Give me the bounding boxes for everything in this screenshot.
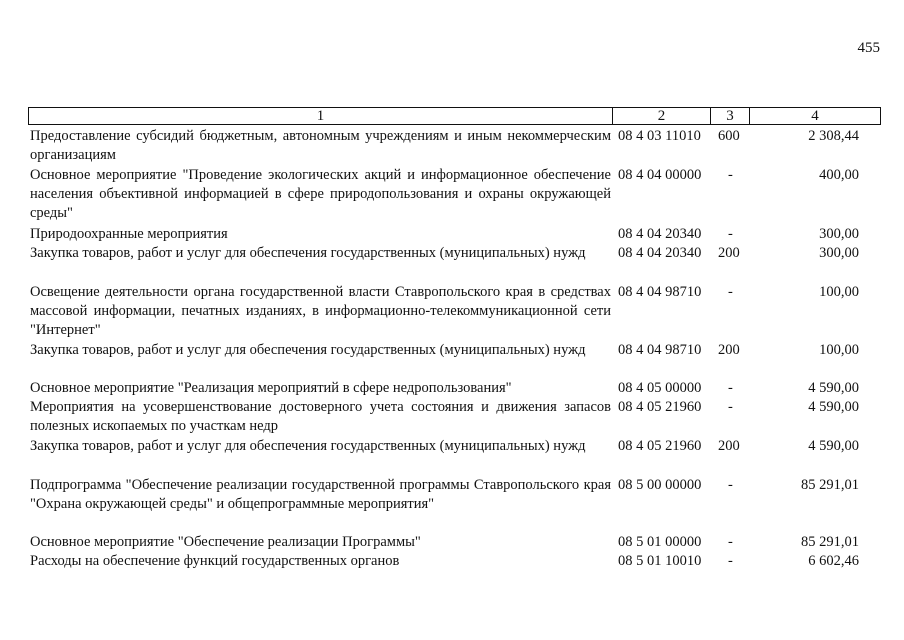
row-amount: 4 590,00 — [808, 399, 859, 415]
row-name: Природоохранные мероприятия — [30, 226, 228, 242]
row-amount: 4 590,00 — [808, 380, 859, 396]
row-amount: 2 308,44 — [808, 128, 859, 144]
row-type: - — [728, 380, 733, 396]
row-name: Основное мероприятие "Проведение экологических акций и информационное обеспечение населения объективной информацией в сфере природопользования и охраны окружающей среды" — [30, 167, 611, 221]
row-type: 200 — [718, 438, 740, 454]
header-col-1: 1 — [29, 108, 613, 124]
row-code: 08 4 04 98710 — [618, 342, 702, 358]
row-name: Освещение деятельности органа государственной власти Ставропольского края в средствах массовой информации, печатных изданиях, в информационно-телекоммуникационной сети "Интернет" — [30, 284, 611, 338]
row-name: Расходы на обеспечение функций государственных органов — [30, 553, 400, 569]
row-name: Основное мероприятие "Реализация мероприятий в сфере недропользования" — [30, 380, 512, 396]
row-name: Подпрограмма "Обеспечение реализации государственной программы Ставропольского края "Охрана окружающей среды" и общепрограммные мероприятия" — [30, 477, 611, 512]
row-code: 08 5 01 10010 — [618, 553, 702, 569]
row-amount: 85 291,01 — [801, 534, 859, 550]
row-type: 200 — [718, 342, 740, 358]
row-type: - — [728, 553, 733, 569]
row-type: - — [728, 284, 733, 300]
table-header — [28, 107, 881, 125]
row-amount: 85 291,01 — [801, 477, 859, 493]
row-code: 08 4 04 00000 — [618, 167, 702, 183]
row-type: - — [728, 534, 733, 550]
row-amount: 100,00 — [819, 284, 859, 300]
row-type: - — [728, 226, 733, 242]
row-code: 08 4 04 20340 — [618, 226, 702, 242]
header-col-3: 3 — [711, 108, 750, 124]
row-amount: 100,00 — [819, 342, 859, 358]
row-amount: 4 590,00 — [808, 438, 859, 454]
row-code: 08 5 01 00000 — [618, 534, 702, 550]
header-col-2: 2 — [613, 108, 711, 124]
row-type: 600 — [718, 128, 740, 144]
row-type: - — [728, 477, 733, 493]
row-name: Закупка товаров, работ и услуг для обеспечения государственных (муниципальных) нужд — [30, 342, 586, 358]
row-code: 08 4 05 00000 — [618, 380, 702, 396]
row-code: 08 4 05 21960 — [618, 399, 702, 415]
row-code: 08 4 05 21960 — [618, 438, 702, 454]
row-amount: 400,00 — [819, 167, 859, 183]
row-code: 08 4 04 20340 — [618, 245, 702, 261]
row-name: Предоставление субсидий бюджетным, автономным учреждениям и иным некоммерческим организациям — [30, 128, 611, 163]
row-type: - — [728, 399, 733, 415]
header-col-4: 4 — [811, 108, 819, 124]
row-name: Закупка товаров, работ и услуг для обеспечения государственных (муниципальных) нужд — [30, 438, 586, 454]
row-name: Основное мероприятие "Обеспечение реализации Программы" — [30, 534, 421, 550]
row-amount: 300,00 — [819, 226, 859, 242]
row-amount: 6 602,46 — [808, 553, 859, 569]
row-code: 08 4 04 98710 — [618, 284, 702, 300]
row-type: - — [728, 167, 733, 183]
page-number: 455 — [857, 40, 880, 56]
row-name: Мероприятия на усовершенствование достоверного учета состояния и движения запасов полезных ископаемых по участкам недр — [30, 399, 611, 434]
row-type: 200 — [718, 245, 740, 261]
row-code: 08 4 03 11010 — [618, 128, 701, 144]
row-amount: 300,00 — [819, 245, 859, 261]
row-name: Закупка товаров, работ и услуг для обеспечения государственных (муниципальных) нужд — [30, 245, 586, 261]
row-code: 08 5 00 00000 — [618, 477, 702, 493]
